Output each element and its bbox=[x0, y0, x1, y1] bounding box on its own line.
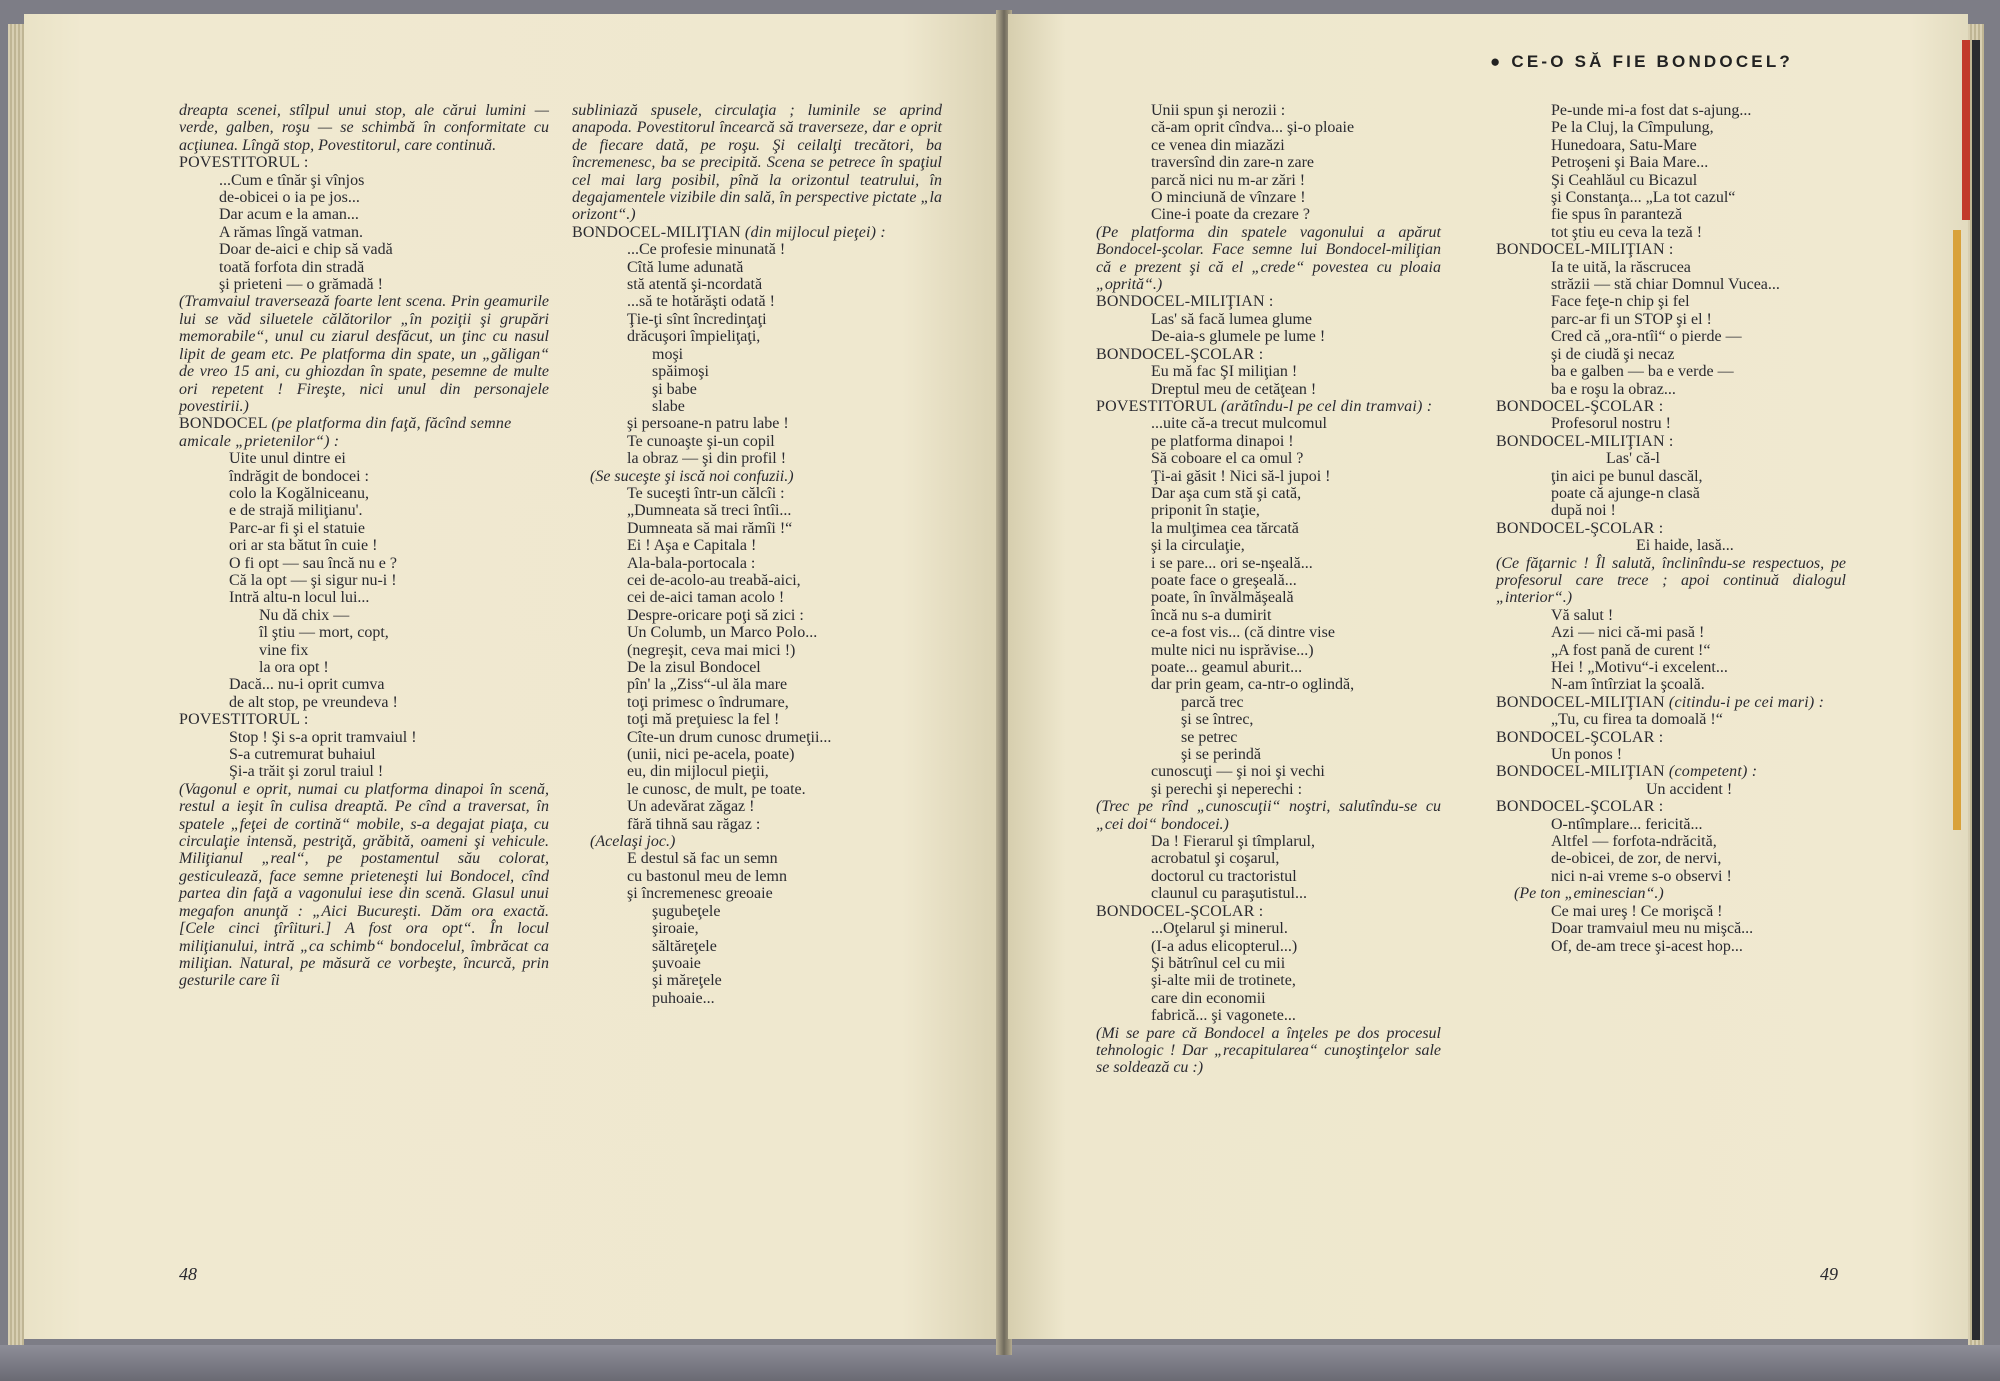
speaker-line bbox=[1096, 293, 1441, 310]
left-page-column-1 bbox=[179, 102, 549, 990]
speaker-name: BONDOCEL-ŞCOLAR : bbox=[1496, 397, 1664, 415]
verse-block: Ia te uită, la răscrucea străzii — stă chiar Domnul Vucea... Face feţe-n chip şi fel parc-ar fi un STOP şi el ! Cred că „ora-ntîi“ o pierde — şi de ciudă şi necaz ba e galben — ba e verde — ba e roşu la obraz... bbox=[1551, 258, 1780, 398]
verse-block: Ce mai ureş ! Ce morişcă ! Doar tramvaiul meu nu mişcă... Of, de-am trece şi-acest hop... bbox=[1551, 902, 1754, 955]
verse-block: Unii spun şi nerozii : că-am oprit cîndva... şi-o ploaie ce venea din miazăzi traversînd din zare-n zare parcă nici nu m-ar zări ! O minciună de vînzare ! Cine-i poate da crezare ? bbox=[1151, 102, 1355, 224]
speaker-name: BONDOCEL-MILIŢIAN bbox=[572, 223, 741, 241]
speaker-line bbox=[1496, 763, 1846, 780]
running-head-text: CE-O SĂ FIE BONDOCEL? bbox=[1511, 52, 1793, 71]
page-number-left: 48 bbox=[179, 1264, 197, 1284]
verse-block: Da ! Fierarul şi tîmplarul, acrobatul şi coşarul, doctorul cu tractoristul claunul cu paraşutistul... bbox=[1151, 833, 1315, 903]
speaker-line bbox=[179, 154, 549, 171]
speaker-name: BONDOCEL-ŞCOLAR : bbox=[1496, 798, 1664, 816]
left-page-column-2 bbox=[572, 102, 942, 1007]
verse-block: ...Ce profesie minunată ! Cîtă lume adunată stă atentă şi-ncordată ...să te hotărăşti odată ! Ţie-ţi sînt încredinţaţi drăcuşori împieliţaţi, bbox=[627, 241, 786, 346]
verse-block: E destul să fac un semn cu bastonul meu de lemn şi încremenesc greoaie bbox=[627, 850, 787, 903]
verse-block: parcă trec şi se întrec, se petrec şi se perindă bbox=[1181, 693, 1261, 764]
verse-block: Vă salut ! bbox=[1551, 606, 1614, 624]
speaker-name: BONDOCEL bbox=[179, 415, 268, 433]
speaker-name: BONDOCEL-MILIŢIAN : bbox=[1496, 432, 1674, 450]
right-page-column-1 bbox=[1096, 102, 1441, 1077]
right-page-column-2 bbox=[1496, 102, 1846, 955]
page-number-right: 49 bbox=[1820, 1264, 1838, 1284]
verse-block: moşi spăimoşi şi babe slabe bbox=[652, 345, 709, 415]
speaker-name: POVESTITORUL bbox=[1096, 397, 1217, 415]
verse-block: ...uite că-a trecut mulcomul pe platforma dinapoi ! Să coboare el ca omul ? Ţi-ai găsit ! Nici să-l jupoi ! Dar aşa cum stă şi cată, priponit în staţie, la mulţimea cea tărcată şi la circulaţie, i se pare... ori se-nşeală... poate face o greşeală... poate, în învălmăşeală încă nu s-a dumirit ce-a fost vis... (că dintre vise multe nici nu isprăvise...) poate... geamul aburit... dar prin geam, ca-ntr-o oglindă, bbox=[1151, 415, 1355, 694]
speaker-line bbox=[1496, 694, 1846, 711]
verse-block: Pe-unde mi-a fost dat s-ajung... Pe la Cluj, la Cîmpulung, Hunedoara, Satu-Mare Petroşeni şi Baia Mare... Şi Ceahlăul cu Bicazul şi Constanţa... „La tot cazul“ fie spus în paranteză tot ştiu eu ceva la teză ! bbox=[1551, 102, 1752, 241]
stage-direction: (Pe ton „eminescian“.) bbox=[1514, 885, 1664, 903]
stage-direction: subliniază spusele, circulaţia ; luminile se aprind anapoda. Povestitorul încearcă să traverseze, dar e oprit de fiecare dată, pe roşu. Şi ceilalţi trecători, ba încremenesc, ba se precipită. Scena se petrece în spaţiul cel mai larg posibil, pînă la orizontul teatrului, în degajamentele vizibile din sală, în perspective pictate „la orizont“.) bbox=[572, 102, 942, 224]
speaker-name: BONDOCEL-ŞCOLAR : bbox=[1496, 519, 1664, 537]
speaker-line bbox=[1496, 241, 1846, 258]
speaker-line bbox=[1096, 903, 1441, 920]
speaker-name: BONDOCEL-ŞCOLAR : bbox=[1096, 345, 1264, 363]
speaker-line bbox=[1496, 520, 1846, 537]
stage-direction: (Pe platforma din spatele vagonului a apărut Bondocel-şcolar. Face semne lui Bondocel-miliţian că e prezent şi că el „crede“ povestea cu ploaia „oprită“.) bbox=[1096, 223, 1441, 294]
page-edge-tabs bbox=[1950, 30, 1992, 1350]
verse-block: Ei ! Aşa e Capitala ! Ala-bala-portocala : cei de-acolo-au treabă-aici, cei de-aici taman acolo ! Despre-oricare poţi să zici : Un Columb, un Marco Polo... (negreşit, ceva mai mici !) bbox=[627, 537, 818, 659]
speaker-direction: (arătîndu-l pe cel din tramvai) : bbox=[1220, 397, 1433, 415]
verse-block: Te suceşti într-un călcîi : „Dumneata să treci întîi... Dumneata să mai rămîi !“ bbox=[627, 484, 793, 537]
stage-direction: (Se suceşte şi iscă noi confuzii.) bbox=[590, 467, 794, 485]
verse-block: şugubeţele şiroaie, săltăreţele şuvoaie şi măreţele puhoaie... bbox=[652, 902, 722, 1007]
edge-tab-yellow bbox=[1953, 230, 1961, 830]
speaker-direction: (din mijlocul pieţei) : bbox=[744, 223, 886, 241]
running-head: ● CE-O SĂ FIE BONDOCEL? bbox=[1490, 52, 1793, 71]
verse-block: ţin aici pe bunul dascăl, poate că ajunge-n clasă după noi ! bbox=[1551, 467, 1703, 520]
speaker-name: BONDOCEL-MILIŢIAN : bbox=[1496, 241, 1674, 259]
verse-block: ...Oţelarul şi minerul. (I-a adus elicopterul...) Şi bătrînul cel cu mii şi-alte mii de trotinete, care din economii fabrică... şi vagonete... bbox=[1151, 920, 1298, 1025]
stage-direction: (Vagonul e oprit, numai cu platforma dinapoi în scenă, restul a ieşit în culisa dreaptă. Pe cînd a traversat, în spatele „feţei de cortină“ mobile, s-a degajat piaţa, cu circulaţie intensă, pestriţă, grăbită, oameni şi vehicule. Miliţianul „real“, pe postamentul său colorat, gesticulează, face semne prieteneşti lui Bondocel, cînd partea din faţă a vagonului iese din scenă. Glasul unui megafon anunţă : „Aici Bucureşti. Dăm ora exactă. [Cele cinci ţîrîituri.] A fost ora opt“. În locul miliţianului, intră „ca schimb“ bondocelul, îmbrăcat ca miliţian. Natural, pe măsură ce vorbeşte, încurcă, prin gesturile care îi bbox=[179, 780, 549, 990]
verse-block: Un ponos ! bbox=[1551, 746, 1623, 764]
speaker-direction: (citindu-i pe cei mari) : bbox=[1668, 693, 1825, 711]
left-page-edges bbox=[8, 24, 24, 1364]
speaker-line bbox=[179, 415, 549, 450]
verse-block: Ei haide, lasă... bbox=[1636, 537, 1734, 555]
speaker-line bbox=[1496, 433, 1846, 450]
edge-tab-black bbox=[1972, 40, 1980, 1340]
speaker-line bbox=[572, 224, 942, 241]
verse-block: cunoscuţi — şi noi şi vechi şi perechi şi neperechi : bbox=[1151, 763, 1325, 798]
verse-block: Uite unul dintre ei îndrăgit de bondocei : colo la Kogălniceanu, e de strajă miliţianu'. Parc-ar fi şi el statuie ori ar sta bătut în cuie ! O fi opt — sau încă nu e ? Că la opt — şi sigur nu-i ! Intră altu-n locul lui... bbox=[229, 450, 397, 607]
speaker-line bbox=[1096, 346, 1441, 363]
speaker-name: BONDOCEL-MILIŢIAN bbox=[1496, 763, 1665, 781]
verse-block: Las' să facă lumea glume De-aia-s glumele pe lume ! bbox=[1151, 310, 1326, 346]
stage-direction: (Acelaşi joc.) bbox=[590, 833, 676, 851]
verse-block: şi persoane-n patru labe ! Te cunoaşte şi-un copil la obraz — şi din profil ! bbox=[627, 415, 789, 468]
edge-tab-red bbox=[1962, 40, 1970, 220]
speaker-name: POVESTITORUL : bbox=[179, 711, 309, 729]
verse-block: A rămas lîngă vatman. Doar de-aici e chip să vadă toată forfota din stradă şi prieteni — o grămadă ! bbox=[219, 223, 393, 294]
right-page bbox=[1008, 14, 1968, 1339]
verse-block: Dacă... nu-i oprit cumva de alt stop, pe vreundeva ! bbox=[229, 676, 398, 711]
stage-direction: (Trec pe rînd „cunoscuţii“ noştri, salutîndu-se cu „cei doi“ bondocei.) bbox=[1096, 798, 1441, 833]
stage-direction: (Mi se pare că Bondocel a înţeles pe dos procesul tehnologic ! Dar „recapitularea“ cunoştinţelor sale se soldează cu :) bbox=[1096, 1024, 1441, 1077]
verse-block: Eu mă fac ŞI miliţian ! Dreptul meu de cetăţean ! bbox=[1151, 363, 1317, 398]
speaker-direction: (pe platforma din faţă, făcînd semne amicale „prietenilor“) : bbox=[179, 415, 512, 450]
verse-block: Un accident ! bbox=[1646, 780, 1733, 798]
stage-direction: (Tramvaiul traversează foarte lent scena. Prin geamurile lui se văd siluetele călătorilor „în poziţii şi grupări memorabile“, unul cu ziarul desfăcut, un ţinc cu nasul lipit de geam etc. Pe platforma din spate, un „găligan“ de vreo 15 ani, cu ghiozdan în spate, pesemne de multe ori repetent ! Fireşte, nici unul din personajele povestirii.) bbox=[179, 293, 549, 415]
verse-block: ...Cum e tînăr şi vînjos de-obicei o ia pe jos... Dar acum e la aman... bbox=[219, 171, 365, 224]
verse-block: Azi — nici că-mi pasă ! „A fost pană de curent !“ Hei ! „Motivu“-i excelent... N-am întîrziat la şcoală. bbox=[1551, 624, 1728, 694]
speaker-name: BONDOCEL-ŞCOLAR : bbox=[1496, 728, 1664, 746]
verse-block: Stop ! Şi s-a oprit tramvaiul ! S-a cutremurat buhaiul Şi-a trăit şi zorul traiul ! bbox=[229, 728, 417, 781]
speaker-name: BONDOCEL-MILIŢIAN : bbox=[1096, 293, 1274, 311]
verse-block: O-ntîmplare... fericită... Altfel — forfota-ndrăcită, de-obicei, de zor, de nervi, nici n-ai vreme s-o observi ! bbox=[1551, 815, 1732, 885]
verse-block: Nu dă chix — îl ştiu — mort, copt, vine fix la ora opt ! bbox=[259, 606, 389, 676]
speaker-direction: (competent) : bbox=[1668, 763, 1758, 781]
speaker-name: BONDOCEL-MILIŢIAN bbox=[1496, 693, 1665, 711]
speaker-name: BONDOCEL-ŞCOLAR : bbox=[1096, 902, 1264, 920]
stage-direction: dreapta scenei, stîlpul unui stop, ale cărui lumini — verde, galben, roşu — se schimbă în conformitate cu acţiunea. Lîngă stop, Povestitorul, care continuă. bbox=[179, 102, 549, 154]
speaker-name: POVESTITORUL : bbox=[179, 154, 309, 172]
left-page bbox=[24, 14, 1000, 1339]
verse-block: Profesorul nostru ! bbox=[1551, 415, 1671, 433]
verse-block: Cîte-un drum cunosc drumeţii... (unii, nici pe-acela, poate) eu, din mijlocul pieţii, le cunosc, de mult, pe toate. Un adevărat zăgaz ! fără tihnă sau răgaz : bbox=[627, 728, 832, 833]
verse-block: De la zisul Bondocel pîn' la „Ziss“-ul ăla mare toţi primesc o îndrumare, toţi mă preţuiesc la fel ! bbox=[627, 659, 789, 729]
speaker-line bbox=[179, 711, 549, 728]
stage-direction: (Ce făţarnic ! Îl salută, înclinîndu-se respectuos, pe profesorul care trece ; apoi continuă dialogul „interior“.) bbox=[1496, 554, 1846, 607]
verse-block: „Tu, cu firea ta domoală !“ bbox=[1551, 711, 1723, 729]
verse-block: Las' că-l bbox=[1606, 450, 1660, 468]
speaker-line bbox=[1496, 729, 1846, 746]
speaker-line bbox=[1496, 398, 1846, 415]
speaker-line bbox=[1096, 398, 1441, 415]
speaker-line bbox=[1496, 798, 1846, 815]
